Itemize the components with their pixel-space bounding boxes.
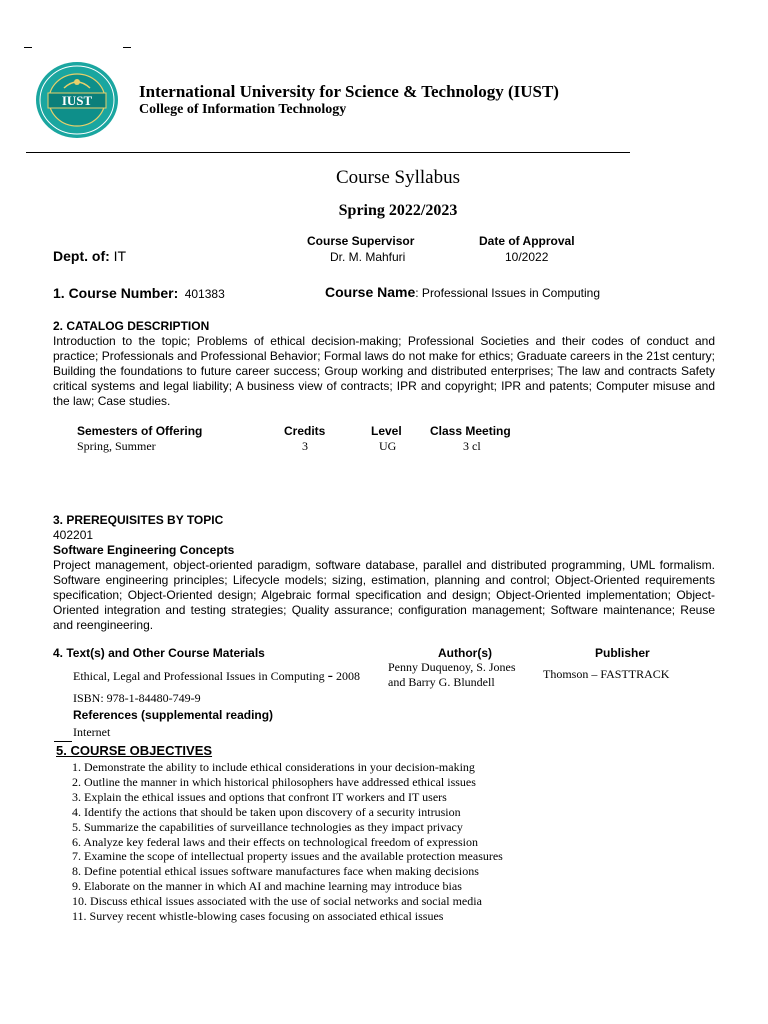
dept-label: Dept. of: bbox=[53, 248, 110, 264]
approval-label: Date of Approval bbox=[479, 234, 575, 248]
prereq-code: 402201 bbox=[53, 528, 94, 542]
header-divider bbox=[26, 152, 630, 153]
objective-item: 5. Summarize the capabilities of surveillance technologies as they impact privacy bbox=[72, 819, 463, 834]
objective-item: 7. Examine the scope of intellectual property issues and the available protection measures bbox=[72, 849, 503, 864]
isbn: ISBN: 978-1-84480-749-9 bbox=[73, 691, 201, 705]
course-name-value: : Professional Issues in Computing bbox=[415, 286, 601, 300]
objective-item: 4. Identify the actions that should be taken upon discovery of a security intrusion bbox=[72, 804, 461, 819]
dept-value: IT bbox=[113, 248, 127, 264]
book-dash: - bbox=[327, 667, 333, 684]
offering-value-meeting: 3 cl bbox=[463, 439, 481, 453]
author-header: Author(s) bbox=[438, 646, 492, 660]
corner-mark-left bbox=[24, 47, 32, 48]
course-number-field bbox=[53, 285, 225, 303]
course-number-value: 401383 bbox=[184, 287, 225, 301]
objective-item: 11. Survey recent whistle-blowing cases focusing on associated ethical issues bbox=[72, 909, 444, 924]
course-name-label: Course Name bbox=[325, 284, 416, 300]
objective-item: 1. Demonstrate the ability to include ethical considerations in your decision-making bbox=[72, 760, 475, 774]
university-name: International University for Science & Technology (IUST) bbox=[139, 82, 559, 101]
offering-value-level: UG bbox=[379, 439, 397, 453]
offering-header-credits: Credits bbox=[284, 424, 326, 438]
prereq-subheading: Software Engineering Concepts bbox=[53, 543, 235, 557]
supervisor-label: Course Supervisor bbox=[307, 234, 415, 248]
objective-item: 9. Elaborate on the manner in which AI and machine learning may introduce bias bbox=[72, 879, 462, 894]
materials-heading: 4. Text(s) and Other Course Materials bbox=[53, 646, 265, 660]
supervisor-value: Dr. M. Mahfuri bbox=[330, 250, 406, 264]
prereq-description: Project management, object-oriented paradigm, software database, parallel and distributed programming, UML formalism. Software engineering principles; Lifecycle models; sizing, estimation, planning and control; Object-Oriented requirements specification; Object-Oriented design; Algebraic formal specification and design; Object-Oriented implementation; Object-Oriented integration and testing strategies; Quality assurance; configuration management; Software maintenance; Reuse and reengineering. bbox=[53, 558, 715, 632]
iust-logo bbox=[34, 60, 120, 140]
offering-value-semesters: Spring, Summer bbox=[77, 439, 156, 453]
authors-line-2: and Barry G. Blundell bbox=[388, 675, 495, 689]
term-title: Spring 2022/2023 bbox=[338, 202, 458, 219]
objective-item: 8. Define potential ethical issues software manufactures face when making decisions bbox=[72, 864, 479, 879]
objective-item: 6. Analyze key federal laws and their effects on technological freedom of expression bbox=[72, 834, 478, 849]
dept-field bbox=[53, 248, 126, 264]
references-heading: References (supplemental reading) bbox=[73, 708, 274, 722]
offering-header-semesters: Semesters of Offering bbox=[77, 424, 203, 438]
publisher-value: Thomson – FASTTRACK bbox=[543, 667, 670, 681]
document-title: Course Syllabus bbox=[335, 167, 461, 188]
approval-value: 10/2022 bbox=[505, 250, 549, 264]
objective-item: 3. Explain the ethical issues and options that confront IT workers and IT users bbox=[72, 789, 447, 804]
course-name-field bbox=[325, 284, 600, 302]
offering-header-level: Level bbox=[371, 424, 402, 438]
objectives-heading: 5. COURSE OBJECTIVES bbox=[56, 743, 213, 758]
course-number-label: 1. Course Number: bbox=[53, 285, 179, 301]
references-value: Internet bbox=[73, 725, 111, 739]
prereq-heading: 3. PREREQUISITES BY TOPIC bbox=[53, 513, 224, 527]
logo-text: IUST bbox=[61, 93, 93, 108]
catalog-description: Introduction to the topic; Problems of ethical decision-making; Professional Societies and their codes of conduct and practice; Professionals and Professional Behavior; Formal laws do not make for ethics; Graduate careers in the 21st century; Building the foundations to future career success; Group working and distributed enterprises; The law and contracts Safety critical systems and legal liability; A business view of contracts; IPR and copyright; IPR and patents; Computer misuse and the law; Case studies. bbox=[53, 334, 715, 408]
book-title: Ethical, Legal and Professional Issues in Computing bbox=[73, 669, 325, 683]
authors-line-1: Penny Duquenoy, S. Jones bbox=[388, 660, 516, 674]
book-year: 2008 bbox=[335, 669, 360, 683]
college-name: College of Information Technology bbox=[139, 102, 347, 117]
catalog-heading: 2. CATALOG DESCRIPTION bbox=[53, 319, 210, 333]
offering-header-meeting: Class Meeting bbox=[430, 424, 511, 438]
objective-item: 10. Discuss ethical issues associated with the use of social networks and social media bbox=[72, 894, 482, 909]
corner-mark-right bbox=[123, 47, 131, 48]
objective-item: 2. Outline the manner in which historical philosophers have addressed ethical issues bbox=[72, 774, 476, 789]
book-entry bbox=[73, 668, 360, 684]
publisher-header: Publisher bbox=[595, 646, 650, 660]
small-rule bbox=[54, 741, 72, 742]
offering-value-credits: 3 bbox=[302, 439, 308, 453]
objectives-list bbox=[72, 760, 503, 924]
